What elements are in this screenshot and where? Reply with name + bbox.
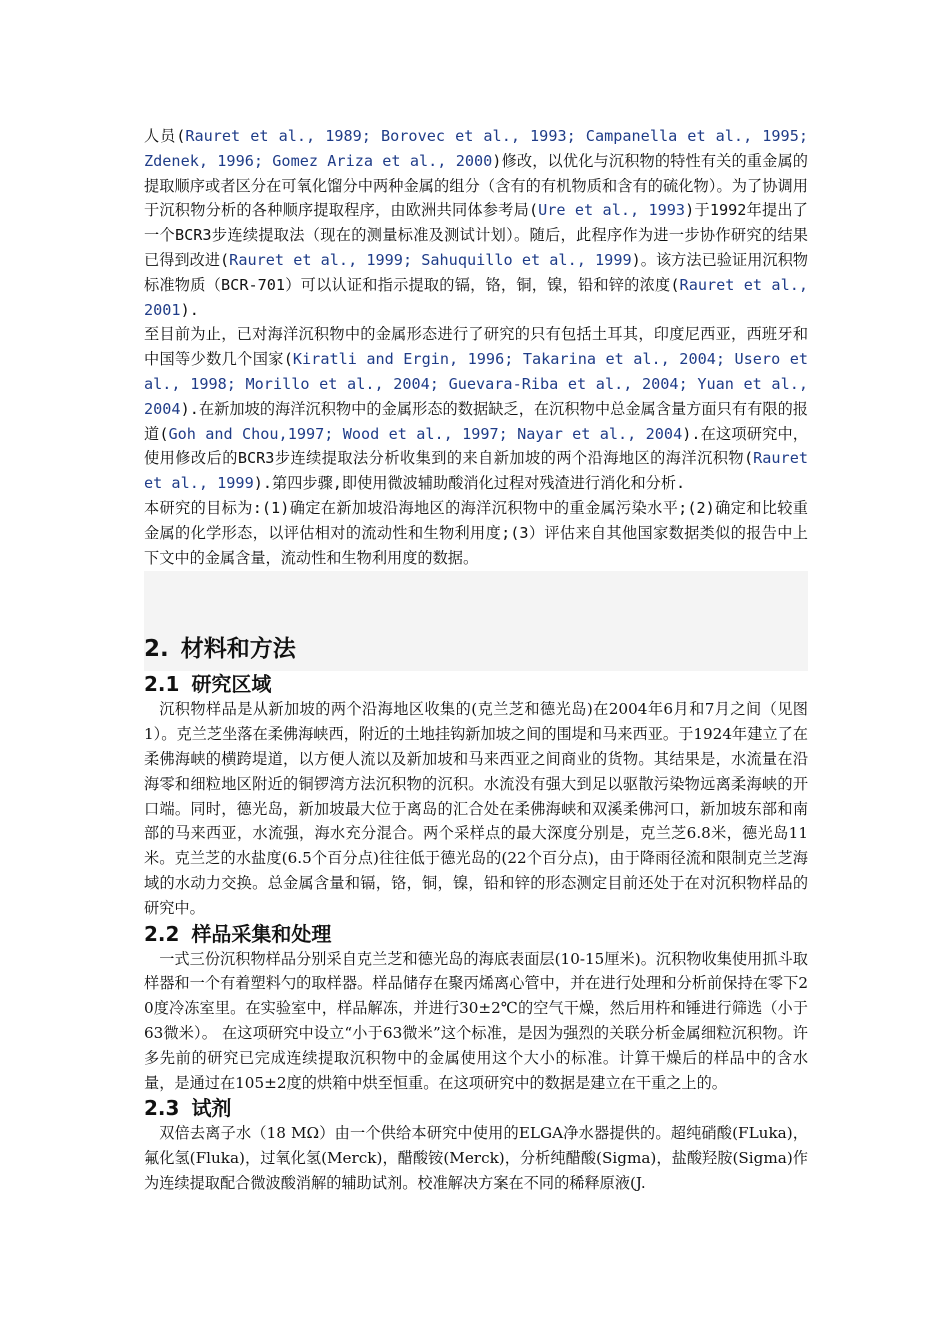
section-number: 2. — [144, 636, 169, 663]
section-2-1-heading — [144, 671, 808, 697]
section-2-2-paragraph: 一式三份沉积物样品分别采自克兰芝和德光岛的海底表面层(10-15厘米)。沉积物收集使用抓斗取样器和一个有着塑料勺的取样器。样品储存在聚丙烯离心管中，并在进行处理和分析前保持在零下20度冷冻室里。在实验室中，样品解冻，并进行30±2℃的空气干燥，然后用杵和锤进行筛选（小于63微米）。 在这项研究中设立“小于63微米”这个标准，是因为强烈的关联分析金属细粒沉积物。许多先前的研究已完成连续提取沉积物中的金属使用这个大小的标准。计算干燥后的样品中的含水量，是通过在105±2度的烘箱中烘至恒重。在这项研究中的数据是建立在干重之上的。 — [144, 949, 808, 1092]
section-title: 研究区域 — [191, 672, 272, 697]
section-number: 2.2 — [144, 921, 180, 946]
paragraph-text: ).在新加坡的海洋沉积物中的金属形态的数据缺乏，在沉积物中总金属含量方面只有有限的报道( — [144, 399, 808, 443]
citation-text: Ure et al., 1993 — [538, 201, 686, 220]
citation-text: Rauret et al., 2001 — [144, 275, 808, 319]
paragraph-text: )。该方法已验证用沉积物标准物质（BCR-701）可以认证和指示提取的镉，铬，铜，镍，铅和锌的浓度( — [144, 250, 808, 294]
document-page — [144, 124, 808, 1196]
citation-text: Goh and Chou,1997; Wood et al., 1997; Nayar et al., 2004 — [168, 424, 683, 443]
paragraph-text: 至目前为止，已对海洋沉积物中的金属形态进行了研究的只有包括土耳其，印度尼西亚，西班牙和中国等少数几个国家( — [144, 325, 808, 369]
citation-text: Rauret et al., 1999; Sahuquillo et al., 1999 — [229, 250, 632, 269]
section-2-3-paragraph: 双倍去离子水（18 MΩ）由一个供给本研究中使用的ELGA净水器提供的。超纯硝酸(FLuka)，氟化氢(Fluka)，过氧化氢(Merck)，醋酸铵(Merck)，分析纯醋酸(Sigma)，盐酸羟胺(Sigma)作为连续提取配合微波酸消解的辅助试剂。校准解决方案在不同的稀释原液(J. — [144, 1124, 808, 1192]
section-2-2-heading — [144, 921, 808, 947]
section-number: 2.3 — [144, 1096, 180, 1121]
section-title: 样品采集和处理 — [191, 921, 332, 946]
citation-text: Rauret et al., 1999 — [144, 449, 808, 493]
paragraph-text: 人员( — [144, 127, 186, 145]
intro-paragraph-2 — [144, 322, 808, 496]
section-2-3-heading — [144, 1095, 808, 1121]
paragraph-text: ).第四步骤,即使用微波辅助酸消化过程对残渣进行消化和分析. — [253, 474, 686, 493]
paragraph-text: ). — [180, 300, 199, 319]
section-divider-band — [144, 571, 808, 621]
section-title: 试剂 — [191, 1096, 232, 1121]
section-title: 材料和方法 — [180, 636, 296, 663]
paragraph-text: )于1992年提出了一个BCR3步连续提取法（现在的测量标准及测试计划）。随后，此程序作为进一步协作研究的结果已得到改进( — [144, 201, 808, 269]
section-2-heading — [144, 621, 808, 671]
citation-text: Rauret et al., 1989; Borovec et al., 1993; Campanella et al., 1995; Zdenek, 1996; Gomez Ariza et al., 2000 — [144, 127, 808, 170]
intro-paragraph-3: 本研究的目标为:(1)确定在新加坡沿海地区的海洋沉积物中的重金属污染水平;(2)确定和比较重金属的化学形态，以评估相对的流动性和生物利用度;(3）评估来自其他国家数据类似的报告中上下文中的金属含量，流动性和生物利用度的数据。 — [144, 498, 808, 567]
paragraph-text: ).在这项研究中，使用修改后的BCR3步连续提取法分析收集到的来自新加坡的两个沿海地区的海洋沉积物( — [144, 424, 808, 468]
intro-paragraph-1 — [144, 124, 808, 322]
section-2-1-paragraph: 沉积物样品是从新加坡的两个沿海地区收集的(克兰芝和德光岛)在2004年6月和7月之间（见图1）。克兰芝坐落在柔佛海峡西，附近的土地挂钩新加坡之间的围堤和马来西亚。于1924年建立了在柔佛海峡的横跨堤道，以方便人流以及新加坡和马来西亚之间商业的货物。其结果是，水流量在沿海零和细粒地区附近的铜锣湾方法沉积物的沉积。水流没有强大到足以驱散污染物远离柔海峡的开口端。同时，德光岛，新加坡最大位于离岛的汇合处在柔佛海峡和双溪柔佛河口，新加坡东部和南部的马来西亚，水流强，海水充分混合。两个采样点的最大深度分别是，克兰芝6.8米，德光岛11米。克兰芝的水盐度(6.5个百分点)往往低于德光岛的(22个百分点)，由于降雨径流和限制克兰芝海域的水动力交换。总金属含量和镉，铬，铜，镍，铅和锌的形态测定目前还处于在对沉积物样品的研究中。 — [144, 700, 808, 917]
citation-text: Kiratli and Ergin, 1996; Takarina et al., 2004; Usero et al., 1998; Morillo et al., 2004; Guevara-Riba et al., 2004; Yuan et al., 2004 — [144, 350, 808, 418]
paragraph-text: )修改，以优化与沉积物的特性有关的重金属的提取顺序或者区分在可氧化馏分中两种金属的组分（含有的有机物质和含有的硫化物）。为了协调用于沉积物分析的各种顺序提取程序，由欧洲共同体参考局( — [144, 151, 808, 220]
section-number: 2.1 — [144, 672, 180, 697]
